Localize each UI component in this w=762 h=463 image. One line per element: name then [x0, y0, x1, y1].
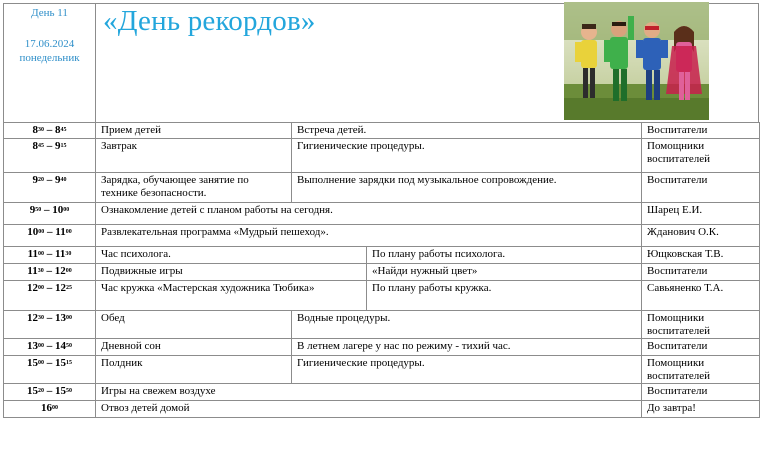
schedule-row — [4, 281, 760, 311]
time-start-hour: 10 — [27, 226, 39, 238]
time-start-hour: 16 — [41, 402, 52, 414]
note-cell: По плану работы психолога. — [367, 247, 642, 264]
time-end-minutes: 15 — [66, 360, 72, 366]
day-number: День 11 — [31, 7, 68, 19]
time-cell — [4, 247, 96, 264]
time-end-minutes: 00 — [65, 229, 72, 235]
time-start-minutes: 00 — [38, 251, 44, 257]
time-start-minutes: 00 — [52, 405, 58, 411]
time-end-hour: 8 — [55, 124, 61, 136]
time-start-hour: 11 — [27, 248, 38, 260]
activity-cell: Обед — [96, 311, 292, 339]
schedule-row — [4, 401, 760, 418]
time-cell — [4, 173, 96, 203]
time-start-hour: 9 — [29, 204, 36, 216]
time-separator: – — [43, 265, 55, 277]
responsible-cell: Помощники воспитателей — [642, 311, 760, 339]
schedule-row — [4, 356, 760, 384]
schedule-row — [4, 384, 760, 401]
time-cell — [4, 281, 96, 311]
time-cell — [4, 401, 96, 418]
time-cell — [4, 139, 96, 173]
time-separator: – — [44, 282, 55, 294]
time-start-hour: 12 — [27, 312, 38, 324]
activity-cell: Подвижные игры — [96, 264, 367, 281]
header-right-border — [758, 4, 759, 122]
note-cell: Встреча детей. — [292, 123, 642, 139]
responsible-cell: До завтра! — [642, 401, 760, 418]
activity-cell: Прием детей — [96, 123, 292, 139]
time-start-minutes: 00 — [38, 360, 44, 366]
activity-cell: Полдник — [96, 356, 292, 384]
time-start-minutes: 30 — [37, 268, 44, 274]
schedule-table — [3, 122, 760, 418]
time-end-hour: 12 — [54, 265, 66, 277]
schedule-row — [4, 247, 760, 264]
time-end-hour: 15 — [55, 385, 66, 397]
time-cell — [4, 356, 96, 384]
time-separator: – — [44, 340, 55, 352]
time-start-hour: 9 — [32, 174, 38, 186]
responsible-cell: Воспитатели — [642, 339, 760, 356]
day-date: 17.06.2024 — [24, 38, 75, 50]
schedule-row — [4, 311, 760, 339]
time-end-minutes: 45 — [60, 127, 67, 133]
note-cell: В летнем лагере у нас по режиму - тихий час. — [292, 339, 642, 356]
schedule-row — [4, 264, 760, 281]
time-start-hour: 13 — [27, 340, 38, 352]
time-end-hour: 9 — [55, 140, 61, 152]
responsible-cell: Жданович О.К. — [642, 225, 760, 247]
responsible-cell: Воспитатели — [642, 384, 760, 401]
time-cell — [4, 264, 96, 281]
time-end-hour: 14 — [55, 340, 66, 352]
responsible-cell: Воспитатели — [642, 123, 760, 139]
activity-cell: Завтрак — [96, 139, 292, 173]
time-separator: – — [44, 357, 55, 369]
time-start-hour: 11 — [27, 265, 38, 277]
schedule-row — [4, 123, 760, 139]
time-end-hour: 9 — [55, 174, 61, 186]
note-cell: Выполнение зарядки под музыкальное сопровождение. — [292, 173, 642, 203]
responsible-cell: Помощники воспитателей — [642, 356, 760, 384]
time-start-minutes: 30 — [38, 127, 44, 133]
time-start-minutes: 30 — [38, 315, 44, 321]
note-cell: Гигиенические процедуры. — [292, 356, 642, 384]
time-end-hour: 15 — [55, 357, 66, 369]
activity-cell: Дневной сон — [96, 339, 292, 356]
note-cell: По плану работы кружка. — [367, 281, 642, 311]
time-end-hour: 11 — [55, 226, 66, 238]
day-info-cell — [3, 4, 96, 122]
time-cell — [4, 311, 96, 339]
time-end-hour: 11 — [55, 248, 66, 260]
responsible-cell: Шарец Е.И. — [642, 203, 760, 225]
time-start-minutes: 50 — [35, 207, 42, 213]
time-end-minutes: 40 — [60, 177, 67, 183]
activity-cell: Час психолога. — [96, 247, 367, 264]
time-end-hour: 12 — [55, 282, 66, 294]
schedule-row — [4, 173, 760, 203]
time-separator: – — [44, 248, 55, 260]
schedule-row — [4, 203, 760, 225]
page-title: «День рекордов» — [103, 5, 316, 37]
activity-cell: Час кружка «Мастерская художника Тюбика» — [96, 281, 367, 311]
time-start-minutes: 00 — [38, 229, 45, 235]
time-separator: – — [44, 312, 55, 324]
activity-cell: Развлекательная программа «Мудрый пешеход». — [96, 225, 642, 247]
time-start-hour: 8 — [32, 124, 38, 136]
responsible-cell: Ющковская Т.В. — [642, 247, 760, 264]
time-end-minutes: 25 — [66, 285, 72, 291]
time-start-hour: 15 — [27, 385, 38, 397]
time-separator: – — [44, 140, 55, 152]
time-end-minutes: 00 — [66, 315, 72, 321]
activity-cell: Зарядка, обучающее занятие по технике безопасности. — [96, 173, 292, 203]
time-start-minutes: 20 — [38, 177, 44, 183]
time-end-minutes: 15 — [60, 143, 67, 149]
note-cell: «Найди нужный цвет» — [367, 264, 642, 281]
time-cell — [4, 339, 96, 356]
time-start-hour: 15 — [27, 357, 38, 369]
responsible-cell: Савьяненко Т.А. — [642, 281, 760, 311]
time-end-hour: 10 — [52, 204, 64, 216]
time-separator: – — [44, 124, 55, 136]
day-weekday: понедельник — [19, 52, 80, 64]
time-start-hour: 8 — [32, 140, 38, 152]
time-cell — [4, 384, 96, 401]
superhero-kids-photo — [564, 2, 709, 120]
time-end-minutes: 50 — [66, 388, 72, 394]
note-cell: Водные процедуры. — [292, 311, 642, 339]
time-start-minutes: 20 — [38, 388, 44, 394]
schedule-row — [4, 139, 760, 173]
time-separator: – — [44, 226, 56, 238]
time-end-minutes: 50 — [66, 343, 72, 349]
responsible-cell: Воспитатели — [642, 173, 760, 203]
time-end-minutes: 30 — [65, 251, 72, 257]
time-separator: – — [44, 174, 55, 186]
time-separator: – — [44, 385, 55, 397]
time-start-minutes: 00 — [38, 343, 44, 349]
activity-cell: Отвоз детей домой — [96, 401, 642, 418]
note-cell: Гигиенические процедуры. — [292, 139, 642, 173]
time-end-minutes: 00 — [65, 268, 72, 274]
time-start-minutes: 00 — [38, 285, 44, 291]
responsible-cell: Помощники воспитателей — [642, 139, 760, 173]
time-cell — [4, 225, 96, 247]
activity-cell: Игры на свежем воздухе — [96, 384, 642, 401]
activity-cell: Ознакомление детей с планом работы на сегодня. — [96, 203, 642, 225]
schedule-row — [4, 225, 760, 247]
time-start-hour: 12 — [27, 282, 38, 294]
schedule-row — [4, 339, 760, 356]
photo-illustration — [564, 2, 709, 120]
time-end-hour: 13 — [55, 312, 66, 324]
responsible-cell: Воспитатели — [642, 264, 760, 281]
time-cell — [4, 123, 96, 139]
time-separator: – — [41, 204, 53, 216]
time-start-minutes: 45 — [38, 143, 44, 149]
time-cell — [4, 203, 96, 225]
time-end-minutes: 00 — [63, 207, 70, 213]
